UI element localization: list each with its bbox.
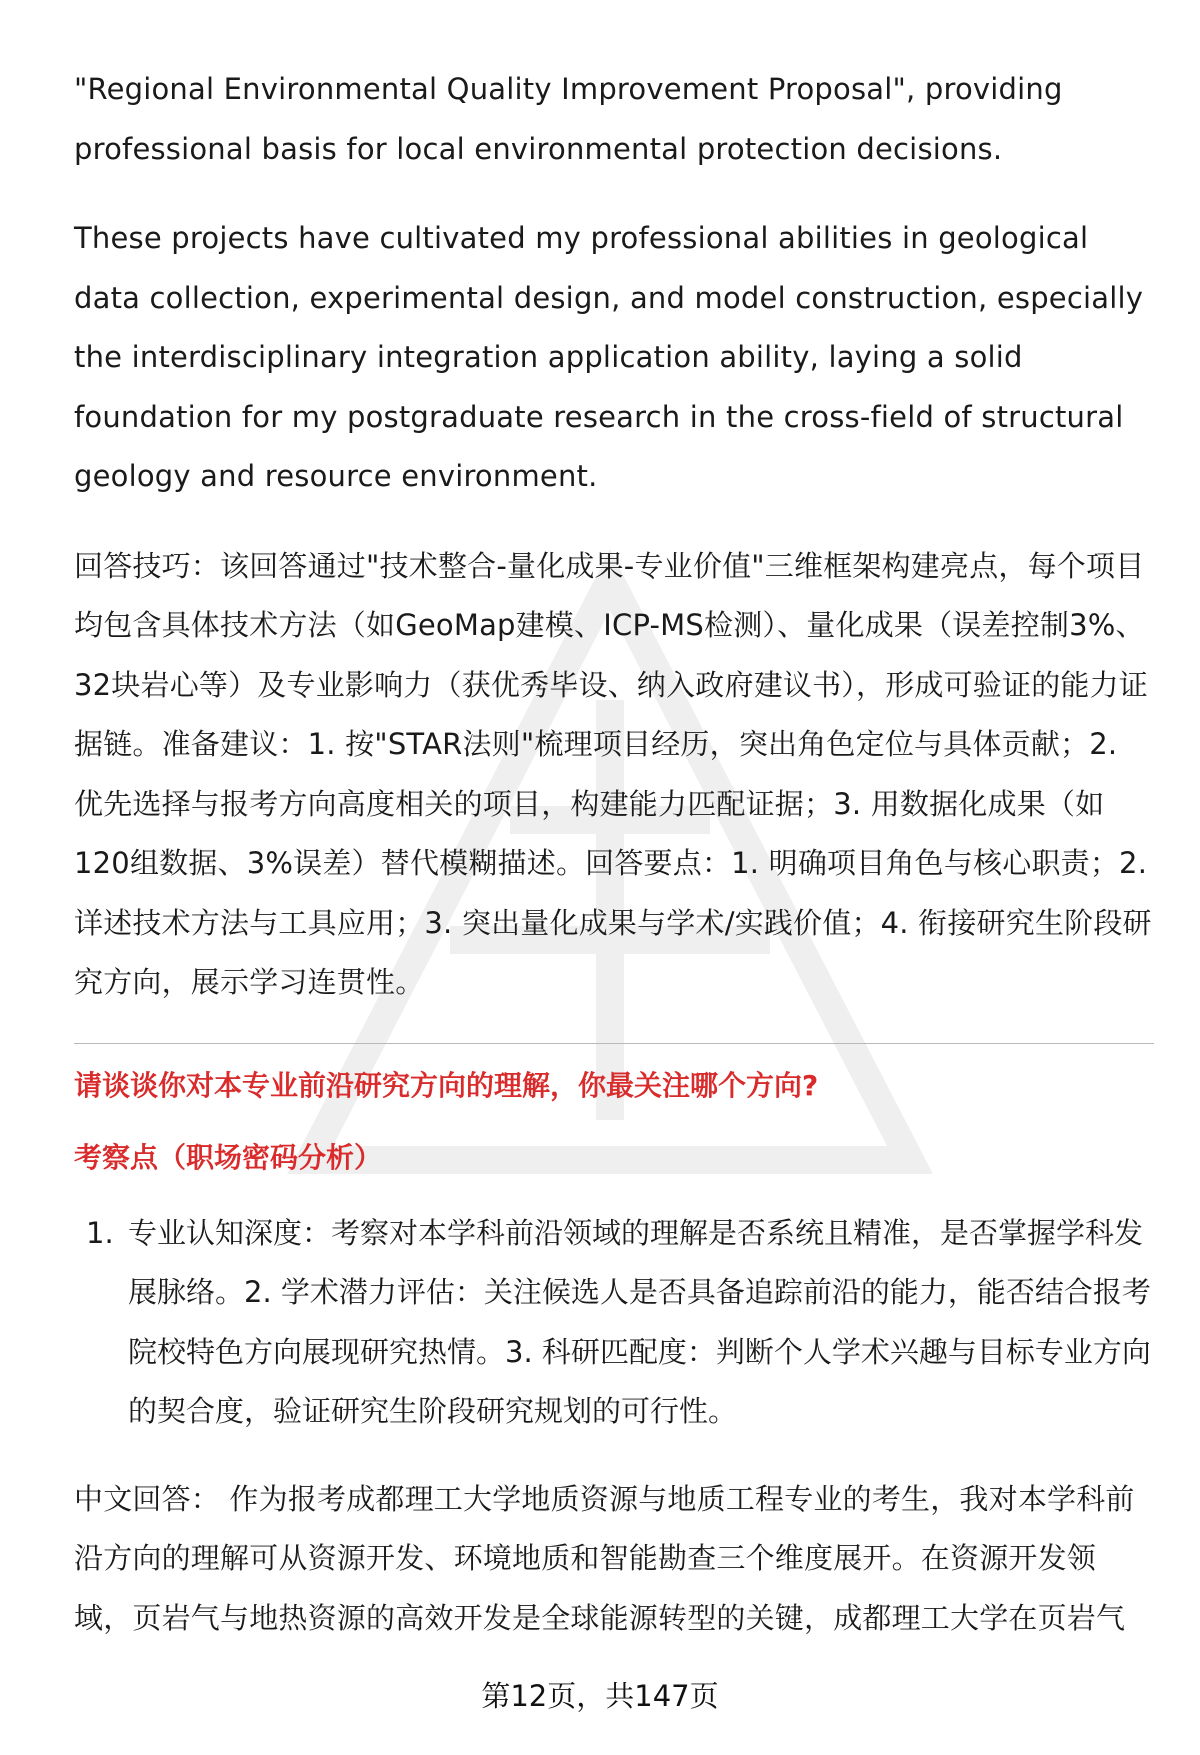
paragraph-project-summary: These projects have cultivated my professional abilities in geological data collection, experimental design, and model construction, especially the interdisciplinary integration application ability, laying a solid foundation for my postgraduate research in the cross-field of structural geology and resource environment. xyxy=(74,221,1144,493)
paragraph-proposal-continuation: "Regional Environmental Quality Improvement Proposal", providing professional basis for local environmental protection decisions. xyxy=(74,72,1063,166)
interview-question: 请谈谈你对本专业前沿研究方向的理解，你最关注哪个方向? xyxy=(74,1068,819,1102)
section-title-assessment: 考察点（职场密码分析） xyxy=(74,1140,383,1174)
section-divider xyxy=(74,1043,1154,1044)
list-item-text: 专业认知深度：考察对本学科前沿领域的理解是否系统且精准，是否掌握学科发展脉络。2. 学术潜力评估：关注候选人是否具备追踪前沿的能力，能否结合报考院校特色方向展现研究热情。3. 科研匹配度：判断个人学术兴趣与目标专业方向的契合度，验证研究生阶段研究规划的可行性。 xyxy=(128,1215,1151,1428)
page-number-footer: 第12页，共147页 xyxy=(481,1679,719,1713)
document-page xyxy=(74,60,1154,1678)
paragraph-chinese-answer: 中文回答： 作为报考成都理工大学地质资源与地质工程专业的考生，我对本学科前沿方向的理解可从资源开发、环境地质和智能勘查三个维度展开。在资源开发领域，页岩气与地热资源的高效开发是全球能源转型的关键，成都理工大学在页岩气 xyxy=(74,1481,1135,1635)
list-item-number: 1. xyxy=(86,1215,114,1250)
paragraph-answer-tips: 回答技巧：该回答通过"技术整合-量化成果-专业价值"三维框架构建亮点，每个项目均包含具体技术方法（如GeoMap建模、ICP-MS检测）、量化成果（误差控制3%、32块岩心等）及专业影响力（获优秀毕设、纳入政府建议书），形成可验证的能力证据链。准备建议：1. 按"STAR法则"梳理项目经历，突出角色定位与具体贡献；2. 优先选择与报考方向高度相关的项目，构建能力匹配证据；3. 用数据化成果（如120组数据、3%误差）替代模糊描述。回答要点：1. 明确项目角色与核心职责；2. 详述技术方法与工具应用；3. 突出量化成果与学术/实践价值；4. 衔接研究生阶段研究方向，展示学习连贯性。 xyxy=(74,548,1152,999)
list-item xyxy=(74,1204,1154,1442)
